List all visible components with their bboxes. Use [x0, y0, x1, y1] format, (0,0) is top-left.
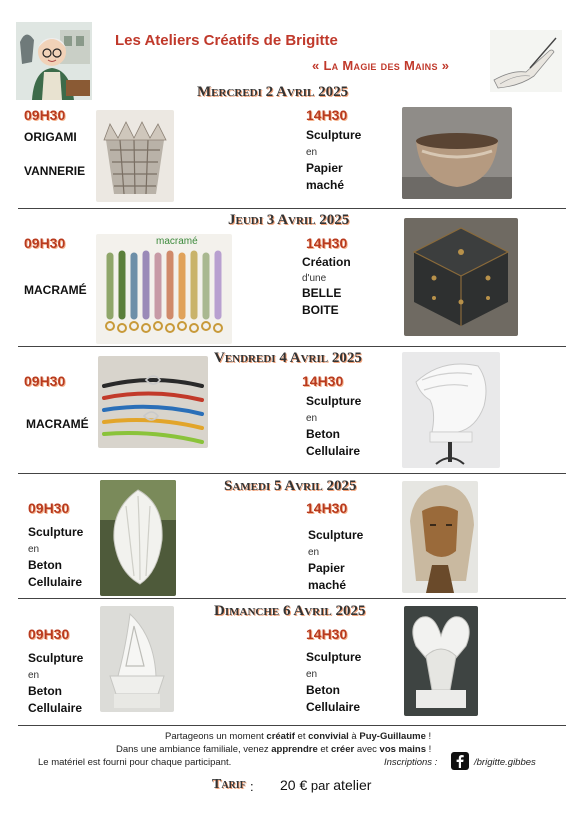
afternoon-activity: BOITE	[302, 303, 339, 317]
day-separator	[18, 598, 566, 599]
afternoon-activity: Papier	[306, 161, 343, 175]
morning-activity: MACRAMÉ	[24, 283, 87, 297]
morning-time: 09H30	[28, 500, 70, 516]
page-subtitle: « La Magie des Mains »	[312, 58, 450, 73]
macrame-bracelets-photo	[98, 356, 208, 448]
afternoon-activity: Création	[302, 255, 351, 269]
day-date: Jeudi 3 Avril 2025	[228, 212, 350, 228]
morning-activity: Beton	[28, 558, 62, 572]
afternoon-time: 14H30	[306, 500, 348, 516]
morning-activity: Sculpture	[28, 651, 84, 665]
afternoon-activity: Papier	[308, 561, 345, 575]
afternoon-activity: en	[308, 547, 320, 558]
morning-time: 09H30	[28, 626, 70, 642]
macrame-keychains-photo	[96, 234, 232, 344]
brigitte-avatar	[16, 22, 92, 100]
morning-activity: ORIGAMI	[24, 130, 77, 144]
day-date: Samedi 5 Avril 2025	[224, 478, 357, 494]
morning-activity: Sculpture	[28, 525, 84, 539]
decorated-box-photo	[404, 218, 518, 336]
morning-activity: MACRAMÉ	[26, 417, 89, 431]
afternoon-activity: Sculpture	[306, 128, 362, 142]
morning-activity: en	[28, 670, 40, 681]
morning-activity: VANNERIE	[24, 164, 86, 178]
tarif-label: Tarif	[212, 777, 246, 792]
afternoon-activity: Cellulaire	[306, 444, 361, 458]
afternoon-time: 14H30	[306, 626, 348, 642]
afternoon-activity: maché	[306, 178, 345, 192]
drawing-hand-illustration	[490, 30, 562, 92]
morning-activity: Cellulaire	[28, 575, 83, 589]
day-separator	[18, 346, 566, 347]
footer-line-2: Dans une ambiance familiale, venez apprendre et créer avec vos mains !	[116, 744, 432, 755]
afternoon-activity: Sculpture	[306, 394, 362, 408]
afternoon-time: 14H30	[306, 235, 348, 251]
tarif-colon: :	[250, 779, 254, 794]
afternoon-activity: Cellulaire	[306, 700, 361, 714]
concrete-wing-sculpture-photo	[100, 480, 176, 596]
concrete-heart-sculpture-photo	[404, 606, 478, 716]
concrete-sailboat-sculpture-photo	[100, 606, 174, 712]
afternoon-activity: Beton	[306, 683, 340, 697]
inscriptions-label: Inscriptions :	[384, 757, 438, 768]
footer-line-3: Le matériel est fourni pour chaque participant.	[38, 757, 232, 768]
morning-activity: Cellulaire	[28, 701, 83, 715]
afternoon-activity: en	[306, 669, 318, 680]
facebook-icon[interactable]	[451, 752, 469, 770]
afternoon-activity: maché	[308, 578, 347, 592]
concrete-face-sculpture-photo	[402, 352, 500, 468]
afternoon-activity: Beton	[306, 427, 340, 441]
day-date: Vendredi 4 Avril 2025	[214, 350, 362, 366]
macrame-image-caption: macramé	[156, 236, 198, 247]
morning-time: 09H30	[24, 107, 66, 123]
afternoon-time: 14H30	[302, 373, 344, 389]
afternoon-activity: Sculpture	[308, 528, 364, 542]
day-date: Dimanche 6 Avril 2025	[214, 603, 366, 619]
afternoon-activity: en	[306, 147, 318, 158]
afternoon-activity: BELLE	[302, 286, 342, 300]
morning-activity: Beton	[28, 684, 62, 698]
afternoon-activity: d'une	[302, 273, 327, 284]
morning-time: 09H30	[24, 373, 66, 389]
day-separator	[18, 473, 566, 474]
tarif-price: 20 € par atelier	[280, 777, 372, 793]
footer-line-1: Partageons un moment créatif et convivial à Puy-Guillaume !	[165, 731, 432, 742]
day-separator	[18, 208, 566, 209]
papier-mache-bust-photo	[402, 481, 478, 593]
facebook-handle-link[interactable]: /brigitte.gibbes	[474, 757, 536, 768]
morning-time: 09H30	[24, 235, 66, 251]
origami-basket-photo	[96, 110, 174, 202]
afternoon-time: 14H30	[306, 107, 348, 123]
page-title: Les Ateliers Créatifs de Brigitte	[115, 32, 338, 49]
afternoon-activity: en	[306, 413, 318, 424]
papier-mache-bowl-photo	[402, 107, 512, 199]
morning-activity: en	[28, 544, 40, 555]
day-separator	[18, 725, 566, 726]
day-date: Mercredi 2 Avril 2025	[197, 84, 349, 100]
afternoon-activity: Sculpture	[306, 650, 362, 664]
